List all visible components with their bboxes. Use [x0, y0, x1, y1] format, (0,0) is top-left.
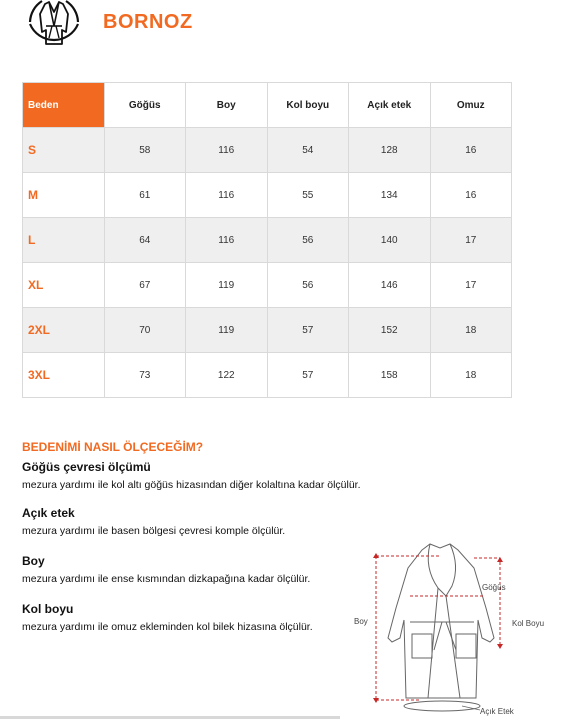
table-cell: 57	[267, 353, 349, 398]
section-text-kol-boyu: mezura yardımı ile omuz ekleminden kol bilek hizasına ölçülür.	[22, 621, 313, 633]
table-cell: 146	[349, 263, 431, 308]
section-text-boy: mezura yardımı ile ense kısmından dizkapağına kadar ölçülür.	[22, 573, 311, 585]
section-title-acik-etek: Açık etek	[22, 506, 75, 520]
section-title-kol-boyu: Kol boyu	[22, 602, 74, 616]
size-cell: 2XL	[23, 308, 105, 353]
size-cell: 3XL	[23, 353, 105, 398]
table-cell: 61	[104, 173, 186, 218]
table-cell: 152	[349, 308, 431, 353]
guide-heading: BEDENİMİ NASIL ÖLÇECEĞİM?	[22, 440, 204, 454]
table-cell: 70	[104, 308, 186, 353]
table-cell: 16	[430, 128, 512, 173]
table-cell: 58	[104, 128, 186, 173]
table-cell: 116	[186, 173, 268, 218]
column-header: Açık etek	[349, 83, 431, 128]
column-header: Omuz	[430, 83, 512, 128]
diagram-label-boy: Boy	[354, 617, 368, 626]
table-cell: 158	[349, 353, 431, 398]
column-header: Göğüs	[104, 83, 186, 128]
bathrobe-icon	[22, 0, 86, 52]
table-cell: 54	[267, 128, 349, 173]
size-cell: L	[23, 218, 105, 263]
table-cell: 119	[186, 308, 268, 353]
table-cell: 128	[349, 128, 431, 173]
section-text-acik-etek: mezura yardımı ile basen bölgesi çevresi komple ölçülür.	[22, 525, 286, 537]
section-title-boy: Boy	[22, 554, 45, 568]
table-cell: 116	[186, 218, 268, 263]
column-header: Kol boyu	[267, 83, 349, 128]
robe-measurement-diagram	[350, 538, 550, 716]
table-row	[23, 308, 512, 353]
table-cell: 17	[430, 218, 512, 263]
diagram-label-kol-boyu: Kol Boyu	[512, 619, 545, 628]
table-cell: 67	[104, 263, 186, 308]
table-header-row	[23, 83, 512, 128]
table-cell: 134	[349, 173, 431, 218]
page-title: BORNOZ	[103, 11, 193, 33]
table-row	[23, 353, 512, 398]
table-cell: 17	[430, 263, 512, 308]
size-cell: XL	[23, 263, 105, 308]
table-cell: 16	[430, 173, 512, 218]
size-cell: S	[23, 128, 105, 173]
table-row	[23, 128, 512, 173]
size-cell: M	[23, 173, 105, 218]
table-cell: 119	[186, 263, 268, 308]
column-header: Beden	[23, 83, 105, 128]
table-cell: 140	[349, 218, 431, 263]
table-row	[23, 263, 512, 308]
table-cell: 64	[104, 218, 186, 263]
diagram-label-acik-etek: Açık Etek	[480, 707, 514, 716]
table-cell: 55	[267, 173, 349, 218]
size-table	[22, 82, 512, 398]
table-cell: 73	[104, 353, 186, 398]
diagram-label-gogus: Göğüs	[482, 583, 506, 592]
section-text-gogus: mezura yardımı ile kol altı göğüs hizasından diğer kolaltına kadar ölçülür.	[22, 479, 361, 491]
table-cell: 116	[186, 128, 268, 173]
section-title-gogus: Göğüs çevresi ölçümü	[22, 460, 151, 474]
table-cell: 122	[186, 353, 268, 398]
table-cell: 56	[267, 218, 349, 263]
table-cell: 18	[430, 353, 512, 398]
table-row	[23, 173, 512, 218]
table-row	[23, 218, 512, 263]
table-cell: 57	[267, 308, 349, 353]
table-cell: 56	[267, 263, 349, 308]
column-header: Boy	[186, 83, 268, 128]
table-cell: 18	[430, 308, 512, 353]
